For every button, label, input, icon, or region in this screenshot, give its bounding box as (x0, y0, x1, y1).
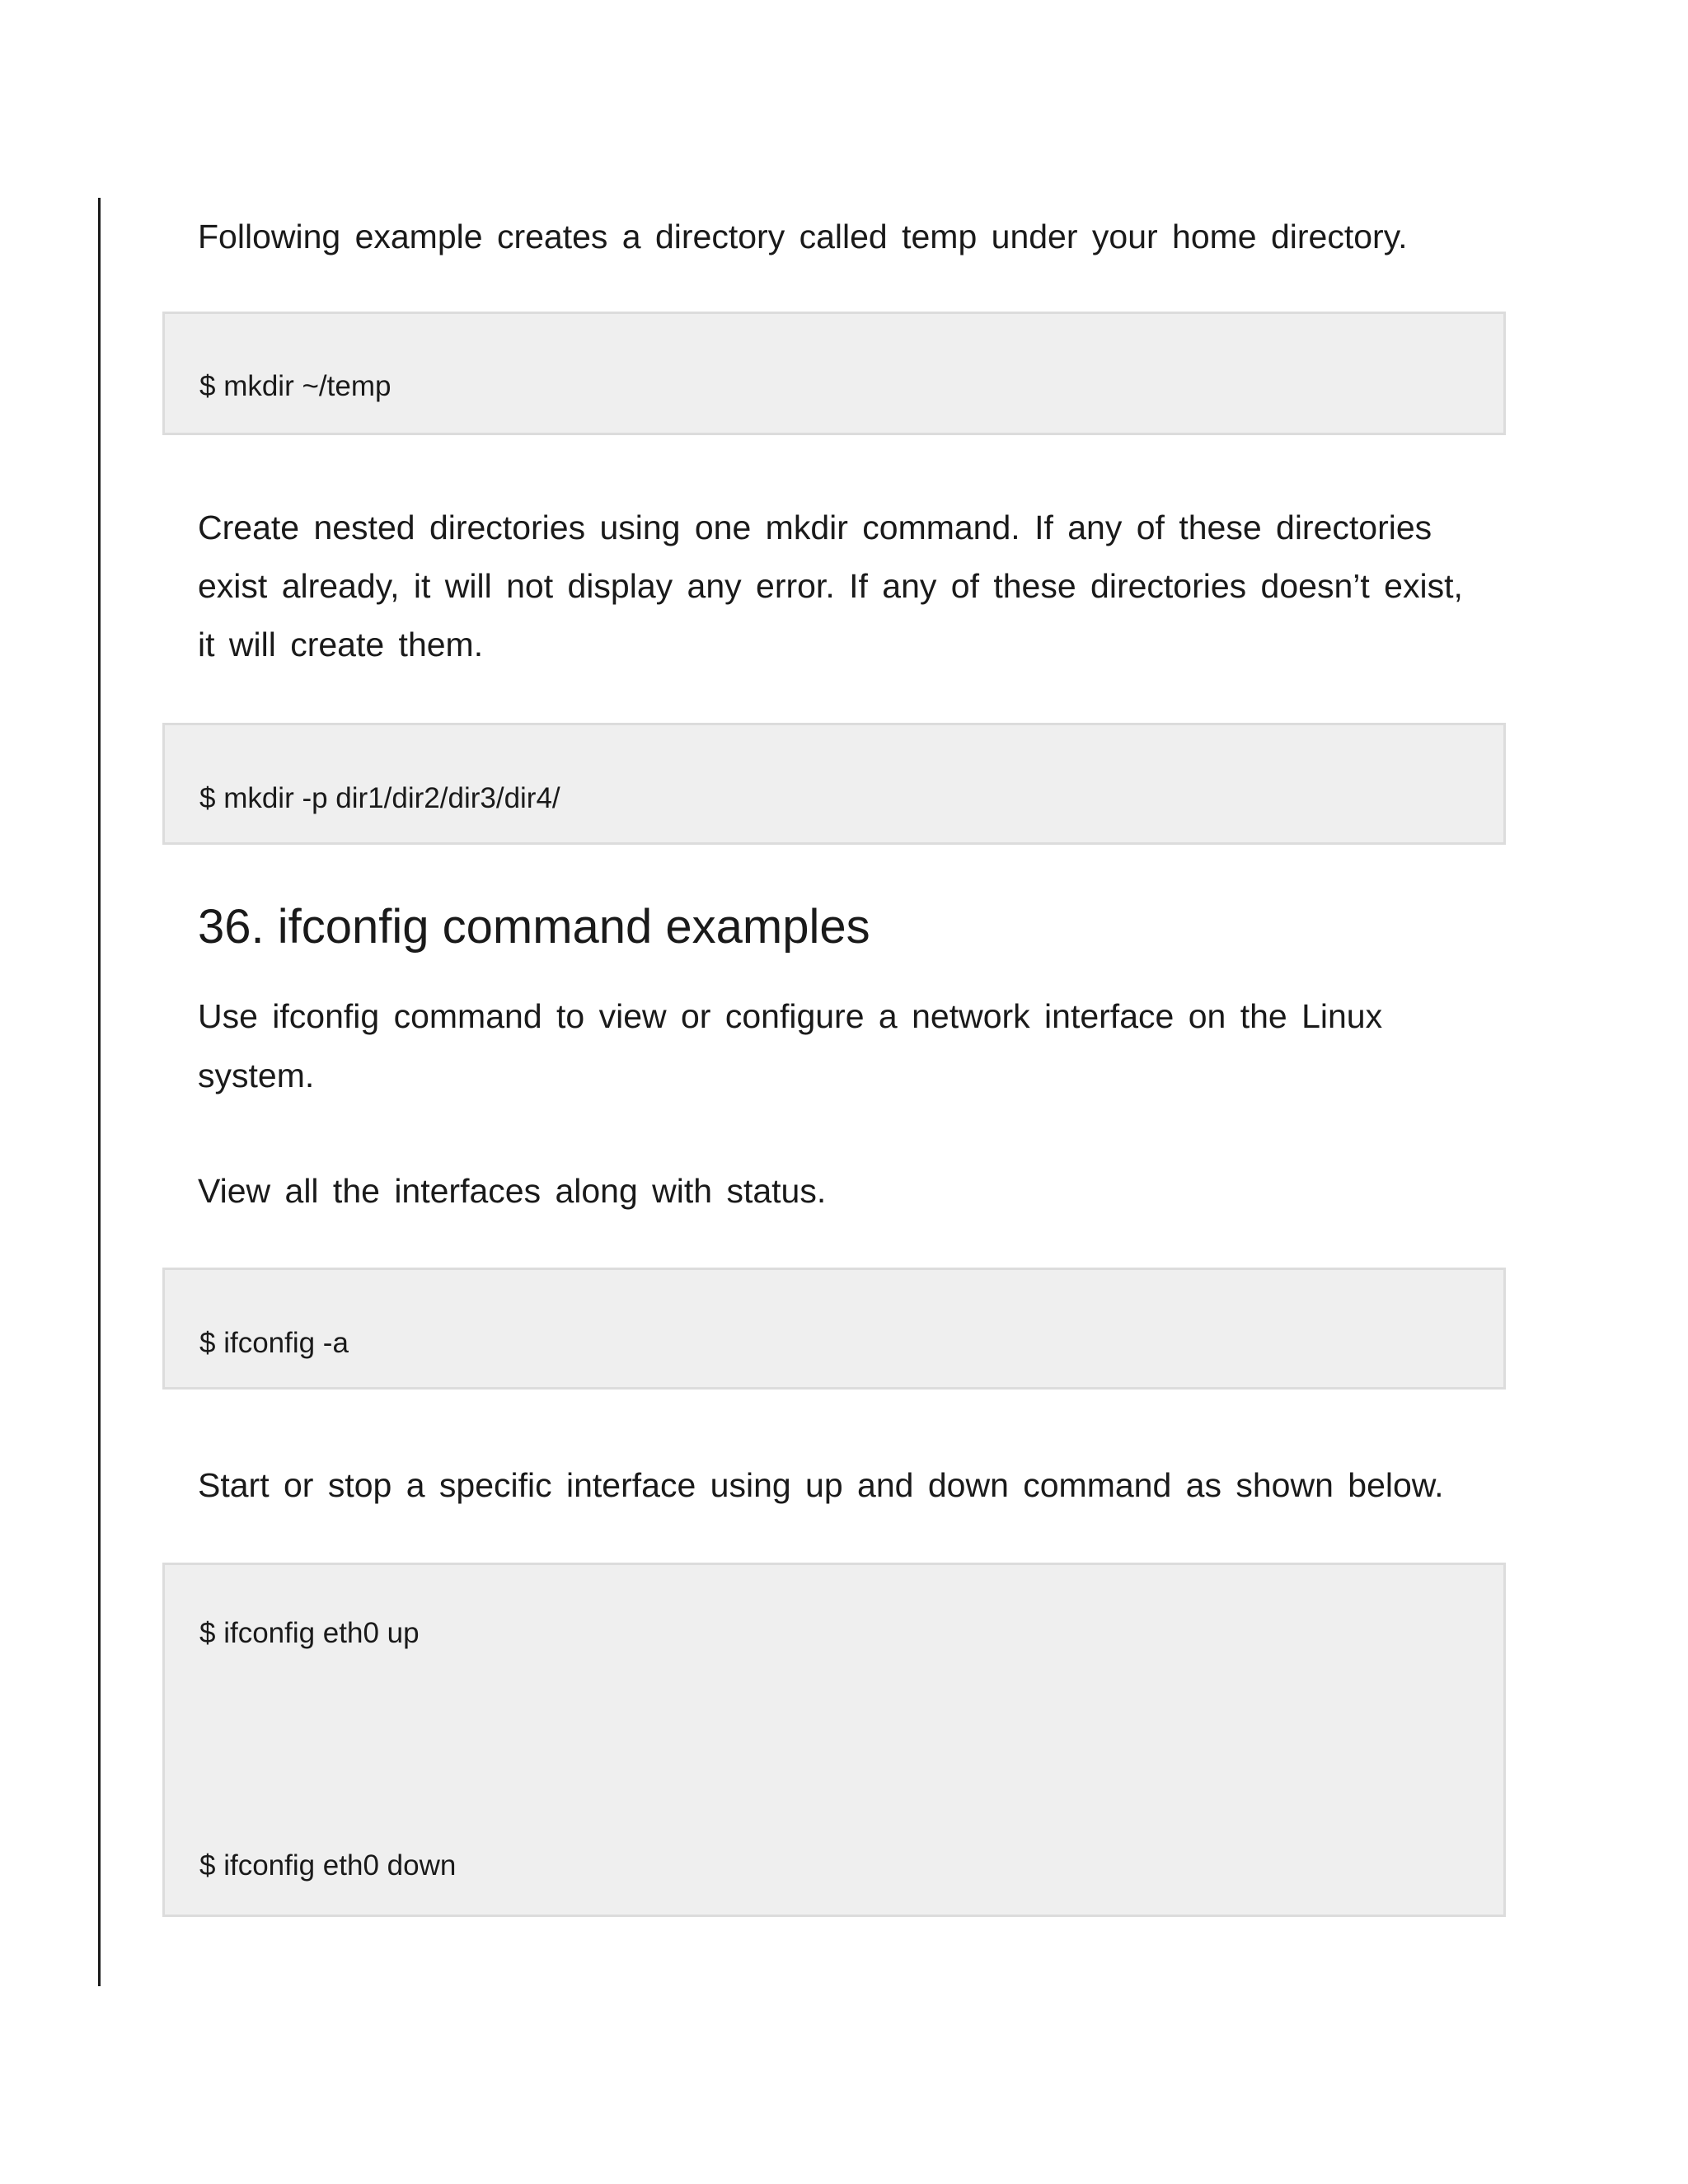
paragraph-nested-line-1: Create nested directories using one mkdir command. If any of these directories (198, 509, 1432, 546)
code-block-ifconfig-all (162, 1268, 1506, 1390)
paragraph-ifconfig-line-2: system. (198, 1057, 315, 1094)
section-heading: 36. ifconfig command examples (198, 900, 870, 954)
paragraph-start-stop: Start or stop a specific interface using up and down command as shown below. (198, 1466, 1444, 1504)
code-line: $ mkdir -p dir1/dir2/dir3/dir4/ (199, 782, 560, 814)
left-margin-rule (98, 198, 101, 1986)
code-line: $ ifconfig eth0 up (199, 1617, 420, 1649)
code-line: $ ifconfig -a (199, 1327, 349, 1359)
paragraph-view-interfaces: View all the interfaces along with status. (198, 1172, 827, 1210)
code-line: $ ifconfig eth0 down (199, 1849, 457, 1882)
paragraph-ifconfig-line-1: Use ifconfig command to view or configure a network interface on the Linux (198, 997, 1383, 1035)
code-line: $ mkdir ~/temp (199, 370, 392, 402)
paragraph-nested-line-3: it will create them. (198, 626, 484, 663)
code-block-mkdir-nested (162, 723, 1506, 845)
paragraph-nested-line-2: exist already, it will not display any error. If any of these directories doesn’t exist, (198, 567, 1463, 605)
code-block-mkdir-temp (162, 312, 1506, 435)
code-block-ifconfig-up-down (162, 1563, 1506, 1917)
paragraph-mkdir-intro: Following example creates a directory called temp under your home directory. (198, 218, 1408, 255)
